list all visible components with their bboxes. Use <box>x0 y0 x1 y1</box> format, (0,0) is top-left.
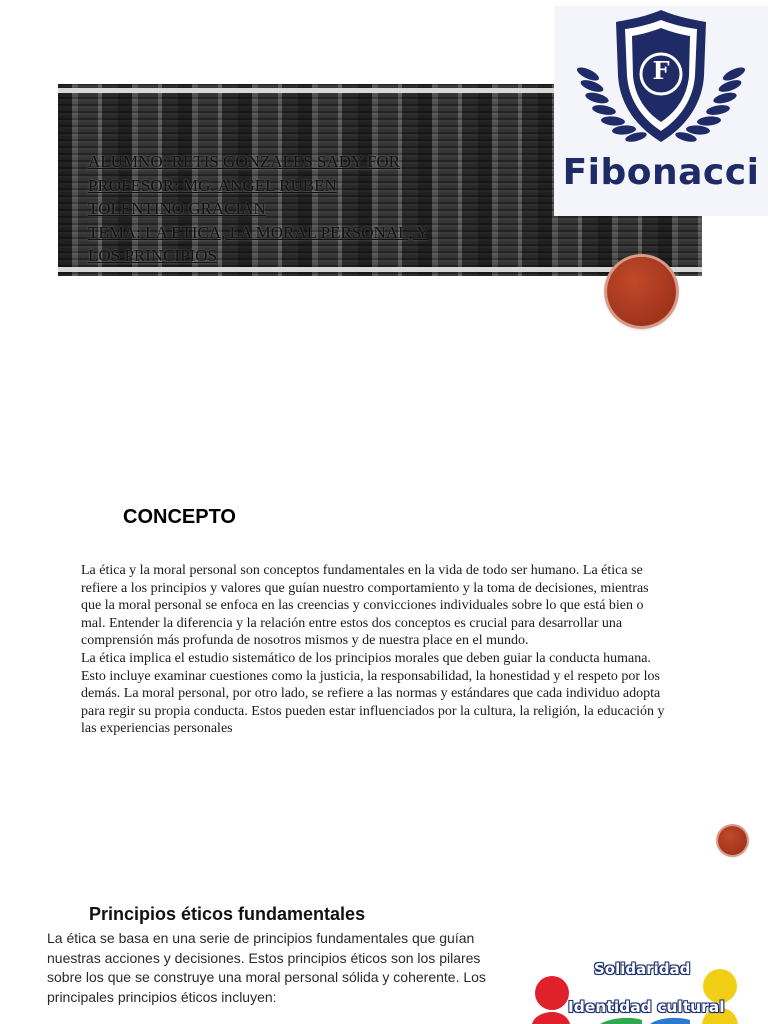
decorative-orb-small <box>718 826 747 855</box>
value-tag-identidad-cultural: Identidad cultural <box>568 998 725 1016</box>
values-graphic <box>530 958 768 1024</box>
section-heading-principios: Principios éticos fundamentales <box>89 904 366 924</box>
decorative-orb-large <box>607 257 676 326</box>
section-heading-concepto: CONCEPTO <box>123 506 236 528</box>
banner-title <box>88 150 508 268</box>
banner-line-professor-cont: TOLENTINO GRACIAN <box>88 199 266 218</box>
fibonacci-logo <box>554 6 768 216</box>
concepto-body <box>81 562 666 738</box>
banner-line-student: ALUMNO: RETIS GONZALES SADY FOR <box>88 152 400 171</box>
concepto-paragraph-2: La ética implica el estudio sistemático de los principios morales que deben guiar la conducta humana. Esto incluye examinar cuestiones como la justicia, la responsabilidad, la honestidad y el respeto por los demás. La moral personal, por otro lado, se refiere a las normas y estándares que cada individuo adopta para regir su propia conducta. Estos pueden estar influenciados por la cultura, la religión, la educación y las experiencias personales <box>81 650 665 737</box>
banner-line-topic-cont: LOS PRINCIPIOS <box>88 246 217 265</box>
concepto-paragraph-1: La ética y la moral personal son conceptos fundamentales en la vida de todo ser humano. La ética se refiere a los principios y valores que guían nuestro comportamiento y la toma de decisiones, mientras que la moral personal se enfoca en las creencias y convicciones individuales sobre lo que está bien o mal. Entender la diferencia y la relación entre estos dos conceptos es crucial para desarrollar una comprensión más profunda de nosotros mismos y de nuestra place en el mundo. <box>81 563 649 649</box>
banner-line-professor: PROFESOR: MG. ANGEL RUBEN <box>88 175 337 195</box>
banner-line-topic: TEMA: LA ETICA, LA MORAL PERSONAL, Y <box>88 222 429 242</box>
logo-wordmark: Fibonacci <box>562 152 760 193</box>
value-tag-solidaridad: Solidaridad <box>594 960 691 978</box>
banner-bottom-rule <box>58 267 702 272</box>
principios-paragraph: La ética se basa en una serie de principios fundamentales que guían nuestras acciones y decisiones. Estos principios éticos son los pilares sobre los que se construye una moral personal sólida y coherente. Los principales principios éticos incluyen: <box>47 930 486 1005</box>
logo-letter: F <box>652 56 670 85</box>
